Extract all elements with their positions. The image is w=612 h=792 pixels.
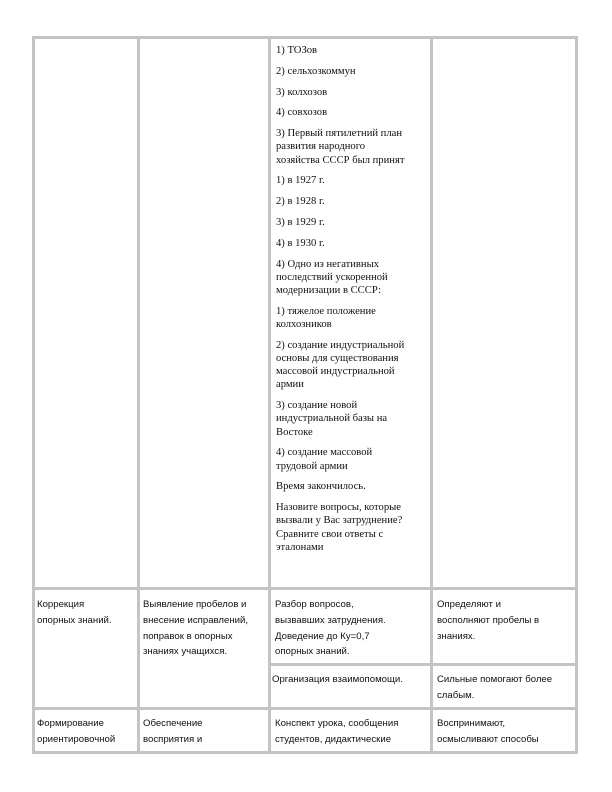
correction-students-cell: Определяют и восполняют пробелы в знаниях.	[437, 599, 540, 642]
table-border-top	[32, 36, 578, 39]
column-divider-3	[430, 36, 433, 754]
quiz-item: 2) сельхозкоммун	[276, 65, 356, 77]
quiz-item: 1) тяжелое положение колхозников	[276, 305, 376, 330]
lesson-plan-table	[32, 36, 578, 754]
table-border-right	[575, 36, 578, 754]
column-divider-2	[268, 36, 271, 754]
formation-teacher-cell: Конспект урока, сообщения студентов, дидактические	[275, 718, 399, 745]
row-divider-1	[32, 587, 578, 590]
quiz-item: 1) в 1927 г.	[276, 175, 325, 187]
quiz-item: 4) в 1930 г.	[276, 237, 325, 249]
correction-stage-cell: Коррекция опорных знаний.	[37, 599, 112, 626]
quiz-item: Время закончилось.	[276, 481, 366, 493]
quiz-item: Назовите вопросы, которые вызвали у Вас затруднение? Сравните свои ответы с эталонами	[276, 502, 403, 553]
quiz-questions-cell	[276, 44, 428, 554]
correction-teacher-cell: Разбор вопросов, вызвавших затруднения. Доведение до Ку=0,7 опорных знаний.	[275, 599, 386, 658]
quiz-item: 3) колхозов	[276, 86, 328, 98]
quiz-item: 3) создание новой индустриальной базы на Востоке	[276, 400, 388, 438]
mutual-help-teacher-cell: Организация взаимопомощи.	[272, 674, 403, 685]
quiz-item: 3) в 1929 г.	[276, 216, 325, 228]
formation-students-cell: Воспринимают, осмысливают способы	[437, 718, 539, 745]
quiz-item: 2) в 1928 г.	[276, 196, 325, 208]
quiz-item: 2) создание индустриальной основы для существования массовой индустриальной армии	[276, 339, 405, 391]
mutual-help-students-cell: Сильные помогают более слабым.	[437, 674, 553, 701]
row-divider-2	[268, 663, 578, 666]
quiz-item: 4) создание массовой трудовой армии	[276, 447, 373, 472]
column-divider-1	[137, 36, 140, 754]
quiz-item: 4) совхозов	[276, 107, 328, 119]
correction-goal-cell: Выявление пробелов и внесение исправлений, поправок в опорных знаниях учащихся.	[143, 599, 249, 658]
table-border-bottom	[32, 751, 578, 754]
quiz-item: 1) ТОЗов	[276, 45, 318, 56]
formation-stage-cell: Формирование ориентировочной	[37, 718, 116, 745]
quiz-item: 3) Первый пятилетний план развития народного хозяйства СССР был принят	[276, 128, 405, 166]
table-border-left	[32, 36, 35, 754]
row-divider-3	[32, 707, 578, 710]
quiz-item: 4) Одно из негативных последствий ускоренной модернизации в СССР:	[276, 258, 388, 296]
formation-goal-cell: Обеспечение восприятия и	[143, 718, 203, 745]
